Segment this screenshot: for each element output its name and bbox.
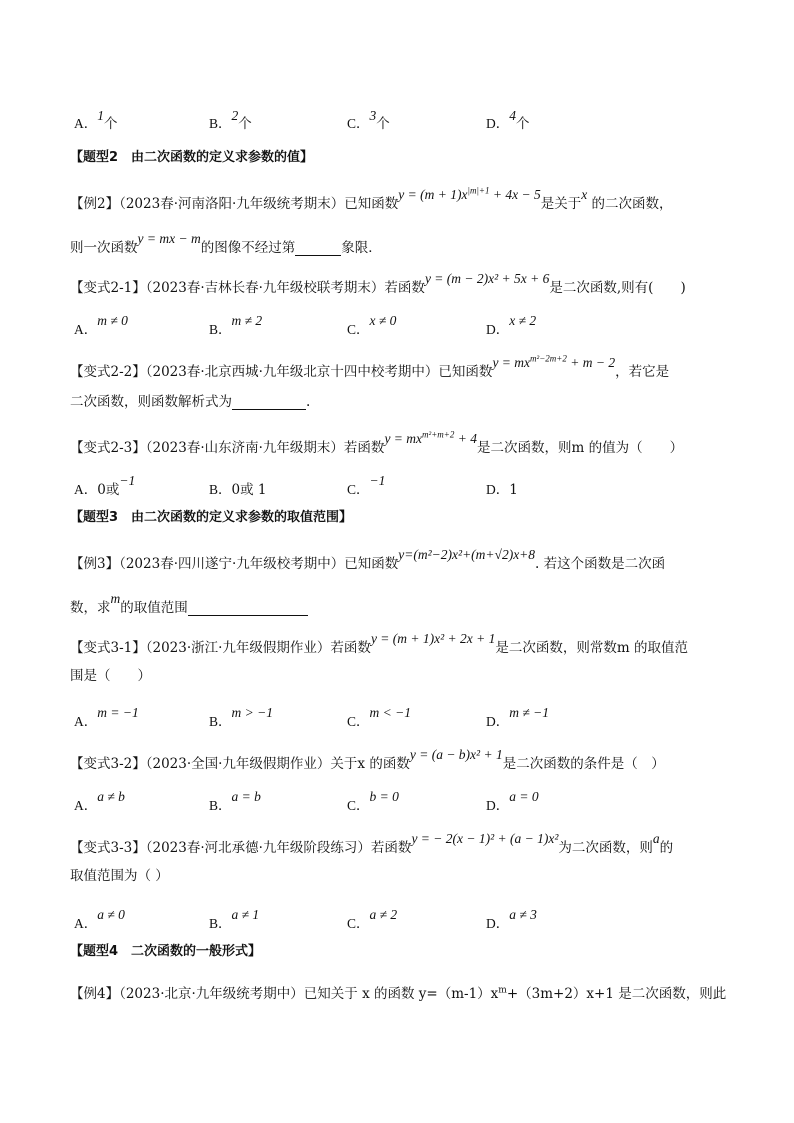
variant-2-3-question: 【变式2-3】（2023春·山东济南·九年级期末）若函数$y = mx^{m^2+m+2} + 4$是二次函数，则m 的值为（ ）: [70, 429, 684, 456]
variant-3-3-line1: 【变式3-3】（2023春·河北承德·九年级阶段练习）若函数y = − 2(x − 1)² + (a − 1)x²为二次函数，则a的: [70, 831, 674, 856]
section-2-title: 【题型2 由二次函数的定义求参数的值】: [70, 150, 314, 165]
v21-option-d[interactable]: D．x ≠ 2: [486, 313, 537, 337]
v33-option-c[interactable]: C．a ≠ 2: [347, 907, 398, 931]
example-3-line2: 数，求m的取值范围: [70, 596, 308, 616]
variant-3-3-line2: 取值范围为（ ）: [70, 868, 169, 884]
variant-3-1-line2: 围是（ ）: [70, 668, 151, 684]
example-3-line1: 【例3】（2023春·四川遂宁·九年级校考期中）已知函数y=(m²−2)x²+(m+√2)x+8. 若这个函数是二次函: [70, 547, 666, 572]
variant-3-2-question: 【变式3-2】（2023·全国·九年级假期作业）关于x 的函数y = (a − b)x² + 1是二次函数的条件是（ ）: [70, 747, 665, 772]
q1-option-d[interactable]: D．4个: [486, 108, 530, 132]
v32-option-a[interactable]: A．a ≠ b: [74, 789, 125, 813]
example-2-line1: 【例2】（2023春·河南洛阳·九年级统考期末）已知函数$y = (m + 1)x^{|m|+1} + 4x - 5$是关于x 的二次函数，: [70, 185, 673, 212]
answer-blank[interactable]: [232, 395, 306, 410]
variant-3-3-options: [0, 907, 794, 942]
q1-options: [0, 108, 794, 142]
v23-option-b[interactable]: B．0或 1: [209, 482, 267, 498]
v23-option-d[interactable]: D．1: [486, 482, 518, 498]
q1-option-a[interactable]: A．1个: [74, 108, 118, 132]
v32-option-c[interactable]: C．b = 0: [347, 789, 399, 813]
v23-option-a[interactable]: A．0或−1: [74, 473, 136, 498]
example-4-line1: 【例4】（2023·北京·九年级统考期中）已知关于 x 的函数 $y=(m-1)x^m+(3m+2)x+1$ 是二次函数，则此: [70, 985, 727, 1002]
variant-3-1-options: [0, 705, 794, 740]
answer-blank[interactable]: [295, 241, 341, 256]
variant-3-2-options: [0, 789, 794, 824]
example-2-line2: 则一次函数y = mx − m的图像不经过第 象限．: [70, 231, 382, 256]
variant-2-2-line2: 二次函数，则函数解析式为 .: [70, 394, 311, 410]
v33-option-a[interactable]: A．a ≠ 0: [74, 907, 125, 931]
v31-option-d[interactable]: D．m ≠ −1: [486, 705, 550, 729]
v23-option-c[interactable]: C．−1: [347, 473, 386, 497]
v33-option-d[interactable]: D．a ≠ 3: [486, 907, 537, 931]
v21-option-a[interactable]: A．m ≠ 0: [74, 313, 128, 337]
variant-2-2-function: $y = mx^{m^2-2m+2} + m - 2$: [492, 353, 616, 370]
variant-2-1-question: 【变式2-1】（2023春·吉林长春·九年级校联考期末）若函数y = (m − 2)x² + 5x + 6是二次函数,则有( ): [70, 271, 686, 296]
variant-2-1-options: [0, 313, 794, 348]
answer-blank[interactable]: [188, 601, 308, 616]
variant-2-3-options: [0, 473, 794, 508]
section-4-title: 【题型4 二次函数的一般形式】: [70, 944, 262, 959]
v32-option-b[interactable]: B．a = b: [209, 789, 261, 813]
variant-2-3-function: $y = mx^{m^2+m+2} + 4$: [384, 429, 477, 446]
example-2-function: $y = (m + 1)x^{|m|+1} + 4x - 5$: [398, 185, 541, 202]
v21-option-c[interactable]: C．x ≠ 0: [347, 313, 397, 337]
v31-option-c[interactable]: C．m < −1: [347, 705, 411, 729]
example-3-function: y=(m²−2)x²+(m+√2)x+8: [398, 547, 536, 562]
section-3-title: 【题型3 由二次函数的定义求参数的取值范围】: [70, 510, 353, 525]
v21-option-b[interactable]: B．m ≠ 2: [209, 313, 263, 337]
v31-option-a[interactable]: A．m = −1: [74, 705, 139, 729]
v33-option-b[interactable]: B．a ≠ 1: [209, 907, 260, 931]
v32-option-d[interactable]: D．a = 0: [486, 789, 539, 813]
variant-2-2-line1: 【变式2-2】（2023春·北京西城·九年级北京十四中校考期中）已知函数$y = mx^{m^2-2m+2} + m - 2$，若它是: [70, 353, 670, 380]
v31-option-b[interactable]: B．m > −1: [209, 705, 273, 729]
q1-option-b[interactable]: B．2个: [209, 108, 252, 132]
q1-option-c[interactable]: C．3个: [347, 108, 390, 132]
variant-3-1-line1: 【变式3-1】（2023·浙江·九年级假期作业）若函数y = (m + 1)x² + 2x + 1是二次函数，则常数m 的取值范: [70, 631, 688, 656]
